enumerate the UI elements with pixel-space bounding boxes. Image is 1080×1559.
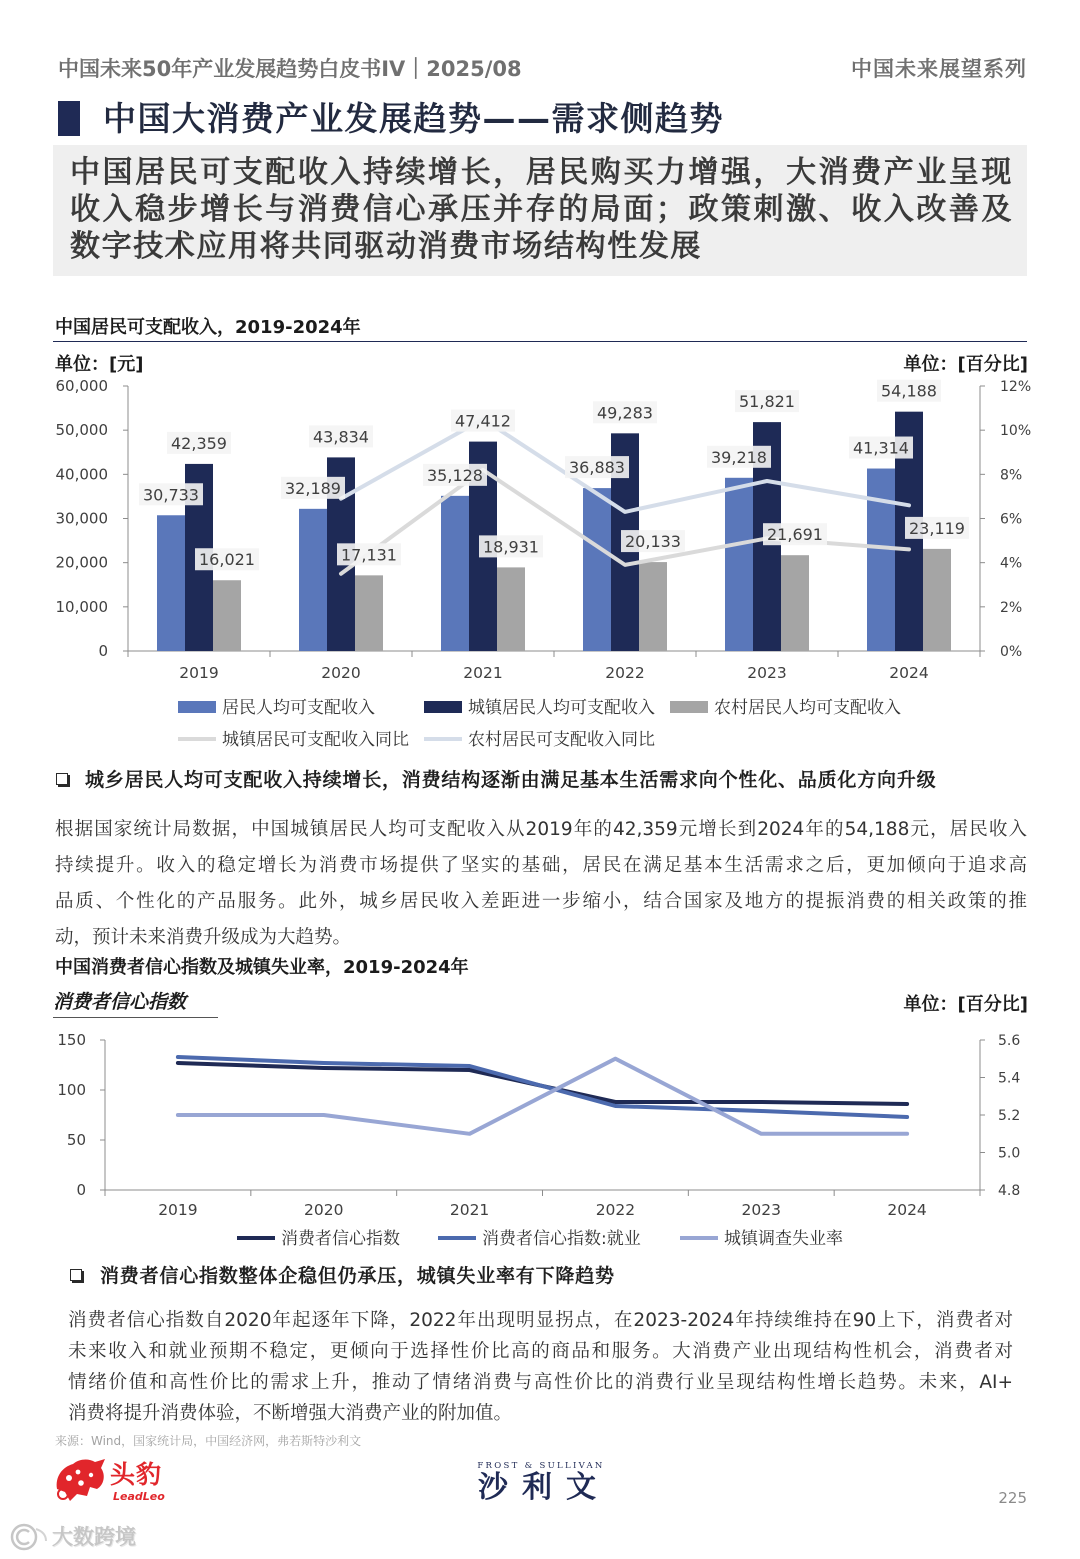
bullet-square-icon [70,1269,82,1281]
income-value-labels [139,380,969,571]
paragraph-line: 消费者信心指数自2020年起逐年下降，2022年出现明显拐点，在2023-2024年持续维持在90上下，消费者对 [68,1310,1013,1331]
confidence-chart-right-tick-label: 5.2 [998,1108,1021,1124]
rural-income-value-label: 16,021 [199,550,255,570]
income-chart-legend-label: 城镇居民人均可支配收入 [468,698,655,718]
summary-line: 数字技术应用将共同驱动消费市场结构性发展 [70,229,702,264]
income-chart-legend-label: 城镇居民可支配收入同比 [222,730,409,750]
confidence-chart [0,1025,1080,1255]
urban-income-value-label: 42,359 [171,433,227,453]
resident-income-value-label-group [423,464,487,486]
rural-income-value-label: 18,931 [483,537,539,557]
resident-income-value-label: 32,189 [285,478,341,498]
section1-paragraph [55,812,1027,956]
rural-income-value-label-group [621,530,685,552]
income-chart-legend-item [424,698,655,718]
title-marker-block [58,101,80,136]
watermark-text: 大数跨境 [52,1525,136,1549]
resident-income-bar [867,469,895,651]
paragraph-line: 动，预计未来消费升级成为大趋势。 [55,927,352,948]
page-number: 225 [998,1489,1027,1507]
confidence-chart-left-tick-label: 150 [57,1031,86,1049]
income-chart-right-tick-label: 4% [1000,555,1023,572]
urban-income-value-label: 47,412 [455,411,511,431]
confidence-chart-left-tick-label: 100 [57,1081,86,1099]
page-title: 中国大消费产业发展趋势——需求侧趋势 [103,99,724,138]
urban-income-value-label-group [735,390,799,412]
income-chart-left-tick-label: 10,000 [55,597,108,616]
confidence-chart-legend-item [680,1229,843,1249]
income-chart-legend-label: 农村居民可支配收入同比 [468,730,655,750]
income-chart-left-tick-label: 20,000 [55,553,108,572]
resident-income-value-label-group [565,456,629,478]
report-series-name: 中国未来展望系列 [851,57,1027,81]
rural-income-value-label: 17,131 [341,545,397,565]
urban-income-value-label-group [309,425,373,447]
paragraph-line: 情绪价值和高性价比的需求上升，推动了情绪消费与高性价比的消费行业呈现结构性增长趋势。未来，AI+ [68,1372,1013,1393]
income-chart-title: 中国居民可支配收入，2019-2024年 [55,317,361,338]
rural-income-bar [355,575,383,651]
frost-sullivan-logo-text: 沙利文 [478,1470,610,1505]
paragraph-line: 未来收入和就业预期不稳定，更倾向于选择性价比高的商品和服务。大消费产业出现结构性机会，消费者对 [68,1341,1013,1362]
income-chart-x-tick-label: 2023 [747,664,787,682]
rural-income-bar [639,562,667,651]
confidence-chart-x-tick-label: 2019 [158,1201,198,1219]
resident-income-value-label: 35,128 [427,465,483,485]
confidence-chart-left-tick-label: 0 [76,1181,86,1199]
income-chart-legend-swatch [670,701,708,713]
confidence-chart-legend-item [237,1229,400,1249]
urban-income-value-label: 49,283 [597,403,653,423]
urban-income-value-label: 51,821 [739,392,795,412]
confidence-chart-x-tick-label: 2020 [304,1201,344,1219]
income-chart-left-tick-label: 60,000 [55,377,108,395]
resident-income-value-label: 36,883 [569,458,625,478]
rural-income-value-label-group [195,548,259,570]
income-chart-right-tick-label: 2% [1000,599,1023,616]
confidence-chart-left-tick-label: 50 [66,1131,86,1149]
rural-income-value-label-group [337,543,401,565]
resident-income-value-label-group [139,483,203,505]
urban-income-value-label-group [877,380,941,402]
section2-bullet-heading: 消费者信心指数整体企稳但仍承压，城镇失业率有下降趋势 [100,1265,615,1287]
rural-income-value-label-group [905,517,969,539]
confidence-chart-x-tick-label: 2022 [595,1201,636,1219]
rural-income-value-label-group [479,535,543,557]
income-chart-legend-item [178,730,409,750]
income-bars [157,412,951,651]
source-note: 来源：Wind，国家统计局，中国经济网，弗若斯特沙利文 [55,1434,362,1448]
confidence-chart-x-tick-label: 2021 [449,1201,490,1219]
confidence-chart-x-tick-label: 2023 [741,1201,781,1219]
rural-income-value-label: 23,119 [909,518,965,538]
rural-income-bar [213,580,241,651]
resident-income-bar [441,496,469,651]
confidence-chart-subtitle: 消费者信心指数 [53,988,218,1018]
summary-line: 收入稳步增长与消费信心承压并存的局面；政策刺激、收入改善及 [70,192,1013,227]
income-chart-right-tick-label: 10% [1000,423,1032,440]
watermark-logo-icon [8,1521,50,1553]
confidence-chart-x-tick-label: 2024 [887,1201,927,1219]
rural-income-value-label: 21,691 [767,525,823,545]
paragraph-line: 持续提升。收入的稳定增长为消费市场提供了坚实的基础，居民在满足基本生活需求之后，更加倾向于追求高 [55,855,1027,876]
section1-bullet-heading: 城乡居民人均可支配收入持续增长，消费结构逐渐由满足基本生活需求向个性化、品质化方向升级 [85,769,937,791]
leadleo-logo-text: 头豹 [110,1460,163,1489]
income-chart-legend-label: 农村居民人均可支配收入 [714,698,901,718]
income-chart-title-rule [53,341,1027,342]
resident-income-bar [299,509,327,651]
income-chart-right-tick-label: 6% [1000,511,1023,528]
urban-income-value-label-group [167,432,231,454]
resident-income-value-label: 39,218 [711,447,767,467]
income-chart-legend-item [670,698,901,718]
confidence-chart-legend-label: 消费者信心指数:就业 [482,1229,641,1249]
income-chart-legend-item [178,698,375,718]
rural-income-value-label: 20,133 [625,532,681,552]
income-chart-right-unit: 单位：[百分比] [903,354,1028,375]
income-chart-x-tick-label: 2022 [605,664,645,682]
income-chart-legend-item [424,730,655,750]
income-chart-x-tick-label: 2019 [179,664,219,682]
urban-income-value-label: 43,834 [313,427,369,447]
resident-income-bar [157,515,185,651]
income-chart-left-tick-label: 30,000 [55,509,108,528]
summary-line: 中国居民可支配收入持续增长，居民购买力增强，大消费产业呈现 [70,155,1013,190]
income-chart-x-tick-label: 2024 [889,664,929,682]
income-chart-legend-swatch [424,701,462,713]
confidence-chart-legend-label: 城镇调查失业率 [724,1229,843,1249]
urban-income-value-label: 54,188 [881,381,937,401]
paragraph-line: 根据国家统计局数据，中国城镇居民人均可支配收入从2019年的42,359元增长到2024年的54,188元，居民收入 [55,819,1027,840]
bullet-square-icon [56,773,68,785]
income-chart-legend-swatch [178,701,216,713]
resident-income-bar [725,478,753,651]
resident-income-value-label-group [849,437,913,459]
resident-income-bar [583,488,611,651]
confidence-chart-right-unit: 单位：[百分比] [903,994,1028,1015]
rural-income-bar [923,549,951,651]
income-chart-right-tick-label: 0% [1000,644,1023,660]
income-chart-left-tick-label: 50,000 [55,421,108,440]
income-chart-right-tick-label: 8% [1000,467,1023,484]
summary-box [53,145,1027,276]
income-chart-left-unit: 单位：[元] [55,354,144,375]
urban-income-value-label-group [593,401,657,423]
paragraph-line: 品质、个性化的产品服务。此外，城乡居民收入差距进一步缩小，结合国家及地方的提振消费的相关政策的推 [55,891,1027,912]
confidence-lines [178,1057,907,1134]
confidence-chart-right-tick-label: 5.6 [998,1033,1021,1049]
resident-income-value-label-group [281,477,345,499]
leadleo-leopard-icon [54,1456,108,1504]
rural-income-value-label-group [763,523,827,545]
income-chart-legend-label: 居民人均可支配收入 [222,698,375,718]
section2-paragraph [68,1305,1013,1429]
confidence-chart-right-tick-label: 4.8 [998,1183,1021,1199]
confidence-chart-legend-item [438,1229,641,1249]
paragraph-line: 消费将提升消费体验，不断增强大消费产业的附加值。 [68,1403,513,1424]
income-chart [0,375,1080,755]
income-chart-x-tick-label: 2021 [463,664,503,682]
report-header-title: 中国未来50年产业发展趋势白皮书IV｜2025/08 [58,57,522,81]
confidence-chart-title: 中国消费者信心指数及城镇失业率，2019-2024年 [55,957,469,978]
rural-income-bar [781,555,809,651]
confidence-chart-right-tick-label: 5.4 [998,1070,1021,1087]
urban-income-value-label-group [451,410,515,432]
income-chart-left-tick-label: 0 [98,642,108,660]
frost-sullivan-logo-english: FROST & SULLIVAN [477,1461,605,1471]
resident-income-value-label: 30,733 [143,485,199,505]
leadleo-logo-english: LeadLeo [113,1490,165,1503]
rural-income-bar [497,567,525,651]
resident-income-value-label-group [707,446,771,468]
resident-income-value-label: 41,314 [853,438,909,458]
confidence-chart-right-tick-label: 5.0 [998,1145,1021,1162]
urban-unemployment-rate-line [178,1059,907,1134]
income-chart-x-tick-label: 2020 [321,664,361,682]
income-chart-right-tick-label: 12% [1000,379,1032,395]
income-chart-left-tick-label: 40,000 [55,465,108,484]
confidence-chart-legend-label: 消费者信心指数 [281,1229,400,1249]
